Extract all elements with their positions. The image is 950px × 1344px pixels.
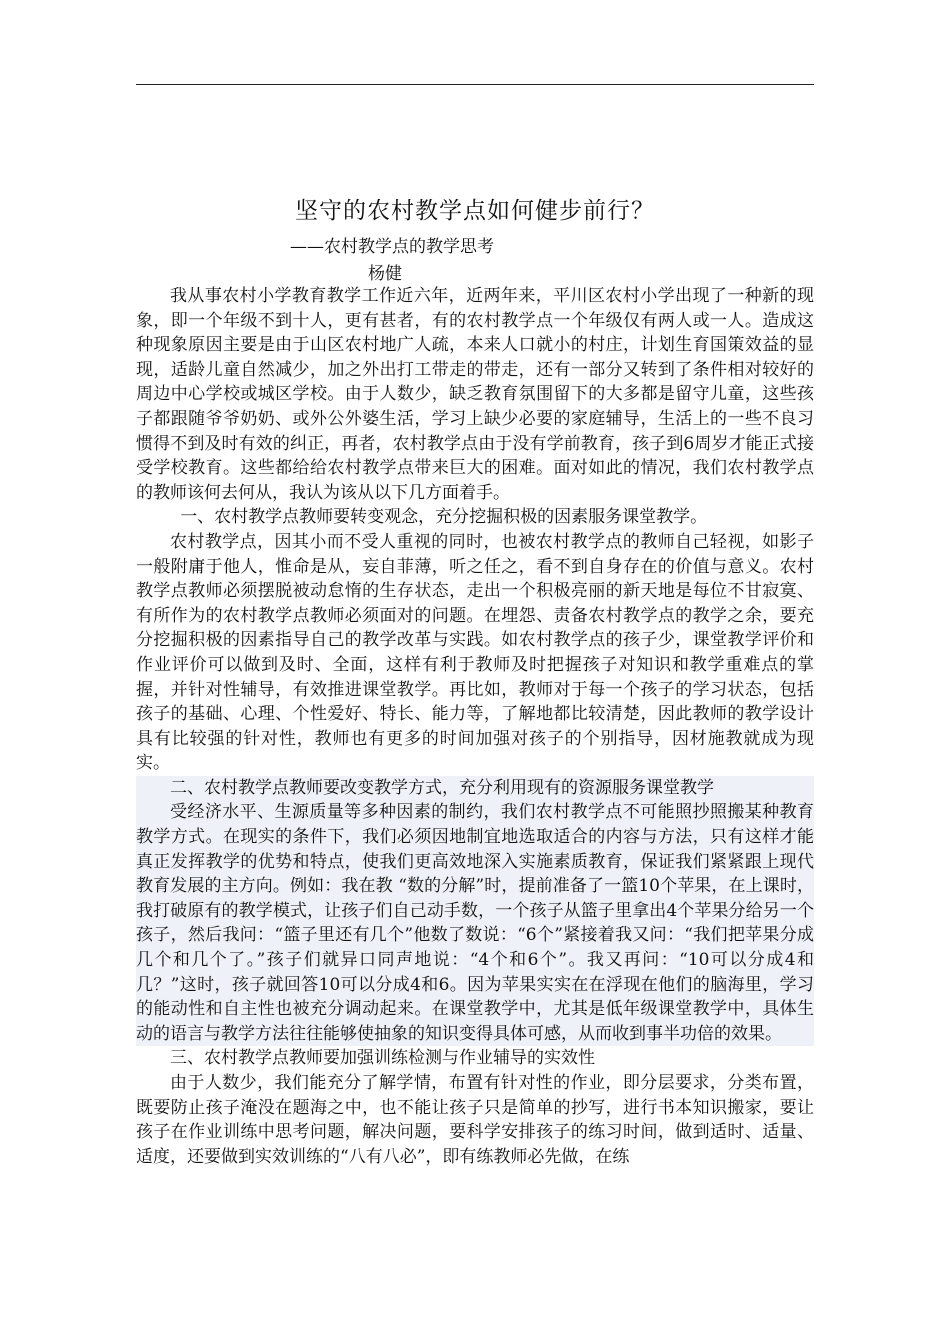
header-rule	[136, 84, 814, 85]
document-body	[136, 284, 814, 1169]
author-name: 杨健	[368, 264, 402, 284]
section-1-heading: 一、农村教学点教师要转变观念，充分挖掘积极的因素服务课堂教学。	[180, 507, 708, 528]
section-3-heading: 三、农村教学点教师要加强训练检测与作业辅导的实效性	[170, 1048, 595, 1069]
page-subtitle: ——农村教学点的教学思考	[290, 237, 494, 257]
highlighted-section-2	[136, 776, 814, 1047]
page-title: 坚守的农村教学点如何健步前行？	[295, 198, 655, 224]
section-2-heading: 二、农村教学点教师要改变教学方式，充分利用现有的资源服务课堂教学	[170, 777, 714, 798]
section-2-paragraph: 受经济水平、生源质量等多种因素的制约，我们农村教学点不可能照抄照搬某种教育教学方式。在现实的条件下，我们必须因地制宜地选取适合的内容与方法，只有这样才能真正发挥教学的优势和特点，使我们更高效地深入实施素质教育，保证我们紧紧跟上现代教育发展的主方向。例如：我在教 “数的分解”时，提前准备了一篮10个苹果，在上课时，我打破原有的教学模式，让孩子们自己动手数，一个孩子从篮子里拿出4个苹果分给另一个孩子，然后我问：“篮子里还有几个”他数了数说：“6个”紧接着我又问：“我们把苹果分成几个和几个了。”孩子们就异口同声地说：“4个和6个”。我又再问：“10可以分成4和几？”这时，孩子就回答10可以分成4和6。因为苹果实实在在浮现在他们的脑海里，学习的能动性和自主性也被充分调动起来。在课堂教学中，尤其是低年级课堂教学中，具体生动的语言与教学方法往往能够使抽象的知识变得具体可感，从而收到事半功倍的效果。	[136, 802, 814, 1044]
section-3-paragraph: 由于人数少，我们能充分了解学情，布置有针对性的作业，即分层要求，分类布置，既要防止孩子淹没在题海之中，也不能让孩子只是简单的抄写，进行书本知识搬家，要让孩子在作业训练中思考问题，解决问题，要科学安排孩子的练习时间，做到适时、适量、适度，还要做到实效训练的“八有八必”，即有练教师必先做，在练	[136, 1073, 814, 1167]
section-1-paragraph: 农村教学点，因其小而不受人重视的同时，也被农村教学点的教师自己轻视，如影子一般附庸于他人，惟命是从，妄自菲薄，听之任之，看不到自身存在的价值与意义。农村教学点教师必须摆脱被动怠惰的生存状态，走出一个积极亮丽的新天地是每位不甘寂寞、有所作为的农村教学点教师必须面对的问题。在埋怨、责备农村教学点的教学之余，要充分挖掘积极的因素指导自己的教学改革与实践。如农村教学点的孩子少，课堂教学评价和作业评价可以做到及时、全面，这样有利于教师及时把握孩子对知识和教学重难点的掌握，并针对性辅导，有效推进课堂教学。再比如，教师对于每一个孩子的学习状态，包括孩子的基础、心理、个性爱好、特长、能力等，了解地都比较清楚，因此教师的教学设计具有比较强的针对性，教师也有更多的时间加强对孩子的个别指导，因材施教就成为现实。	[136, 531, 814, 774]
intro-paragraph: 我从事农村小学教育教学工作近六年，近两年来，平川区农村小学出现了一种新的现象，即一个年级不到十人，更有甚者，有的农村教学点一个年级仅有两人或一人。造成这种现象原因主要是由于山区农村地广人疏，本来人口就小的村庄，计划生育国策效益的显现，适龄儿童自然减少，加之外出打工带走的带走，还有一部分又转到了条件相对较好的周边中心学校或城区学校。由于人数少，缺乏教育氛围留下的大多都是留守儿童，这些孩子都跟随爷爷奶奶、或外公外婆生活，学习上缺少必要的家庭辅导，生活上的一些不良习惯得不到及时有效的纠正，再者，农村教学点由于没有学前教育，孩子到6周岁才能正式接受学校教育。这些都给给农村教学点带来巨大的困难。面对如此的情况，我们农村教学点的教师该何去何从，我认为该从以下几方面着手。	[136, 286, 814, 503]
